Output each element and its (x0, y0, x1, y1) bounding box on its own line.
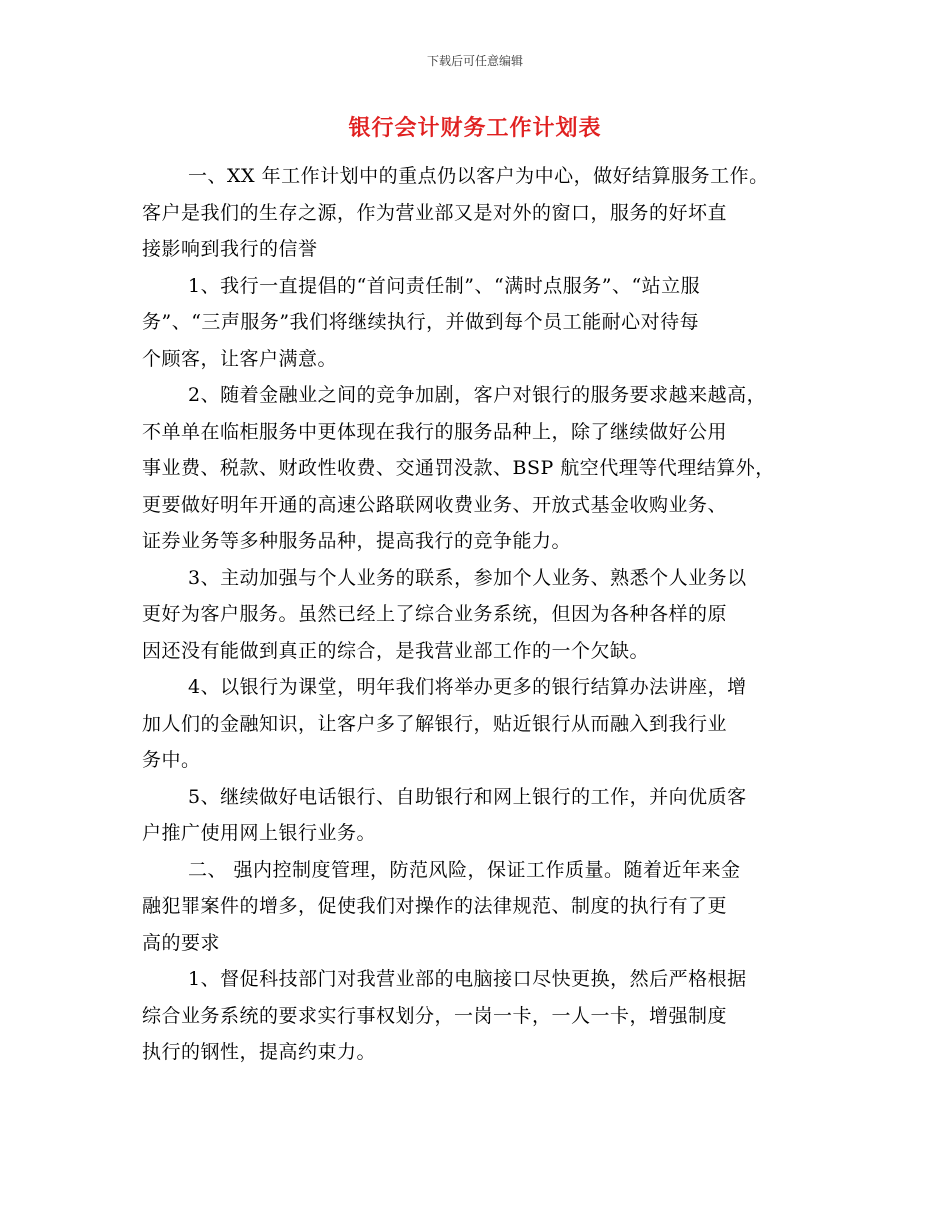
paragraph-item-1 (142, 268, 822, 378)
document-title: 银行会计财务工作计划表 (348, 116, 602, 141)
paragraph-item-4 (142, 669, 822, 779)
paragraph-line: 因还没有能做到真正的综合，是我营业部工作的一个欠缺。 (142, 639, 650, 662)
paragraph-line: 个顾客，让客户满意。 (142, 347, 338, 370)
paragraph-section-2-item-1 (142, 961, 822, 1071)
paragraph-section-1-intro (142, 158, 822, 268)
paragraph-line: 加人们的金融知识，让客户多了解银行，贴近银行从而融入到我行业 (142, 712, 728, 735)
paragraph-section-2-intro (142, 852, 822, 962)
paragraph-line: 执行的钢性，提高约束力。 (142, 1041, 377, 1063)
paragraph-line: 务”、“三声服务”我们将继续执行，并做到每个员工能耐心对待每 (142, 311, 700, 333)
paragraph-line: 3、主动加强与个人业务的联系，参加个人业务、熟悉个人业务以 (188, 566, 747, 589)
paragraph-line: 2、随着金融业之间的竞争加剧，客户对银行的服务要求越来越高， (188, 384, 767, 406)
paragraph-line: 高的要求 (142, 931, 221, 954)
paragraph-line: 接影响到我行的信誉 (142, 238, 318, 260)
paragraph-item-3 (142, 560, 822, 670)
paragraph-line: 1、督促科技部门对我营业部的电脑接口尽快更换，然后严格根据 (188, 968, 747, 990)
paragraph-item-2 (142, 377, 822, 560)
page-header-note: 下载后可任意编辑 (426, 54, 523, 68)
paragraph-line: 融犯罪案件的增多，促使我们对操作的法律规范、制度的执行有了更 (142, 895, 728, 917)
paragraph-line: 更好为客户服务。虽然已经上了综合业务系统，但因为各种各样的原 (142, 603, 728, 625)
paragraph-line: 证券业务等多种服务品种，提高我行的竞争能力。 (142, 530, 572, 552)
paragraph-line: 更要做好明年开通的高速公路联网收费业务、开放式基金收购业务、 (142, 493, 728, 516)
paragraph-line: 户推广使用网上银行业务。 (142, 822, 377, 844)
paragraph-line: 4、以银行为课堂，明年我们将举办更多的银行结算办法讲座，增 (188, 676, 747, 698)
paragraph-line: 不单单在临柜服务中更体现在我行的服务品种上，除了继续做好公用 (142, 420, 728, 443)
paragraph-line: 1、我行一直提倡的“首问责任制”、“满时点服务”、“站立服 (188, 274, 701, 297)
paragraph-line: 一、XX 年工作计划中的重点仍以客户为中心，做好结算服务工作。 (188, 165, 769, 187)
paragraph-item-5 (142, 779, 822, 852)
paragraph-line: 综合业务系统的要求实行事权划分，一岗一卡，一人一卡，增强制度 (142, 1004, 728, 1027)
paragraph-line: 客户是我们的生存之源，作为营业部又是对外的窗口，服务的好坏直 (142, 201, 728, 224)
paragraph-line: 5、继续做好电话银行、自助银行和网上银行的工作，并向优质客 (188, 785, 747, 808)
document-body (142, 158, 822, 1071)
paragraph-line: 二、 强内控制度管理，防范风险，保证工作质量。随着近年来金 (188, 858, 741, 881)
paragraph-line: 务中。 (142, 749, 201, 771)
paragraph-line: 事业费、税款、财政性收费、交通罚没款、BSP 航空代理等代理结算外， (142, 457, 775, 479)
